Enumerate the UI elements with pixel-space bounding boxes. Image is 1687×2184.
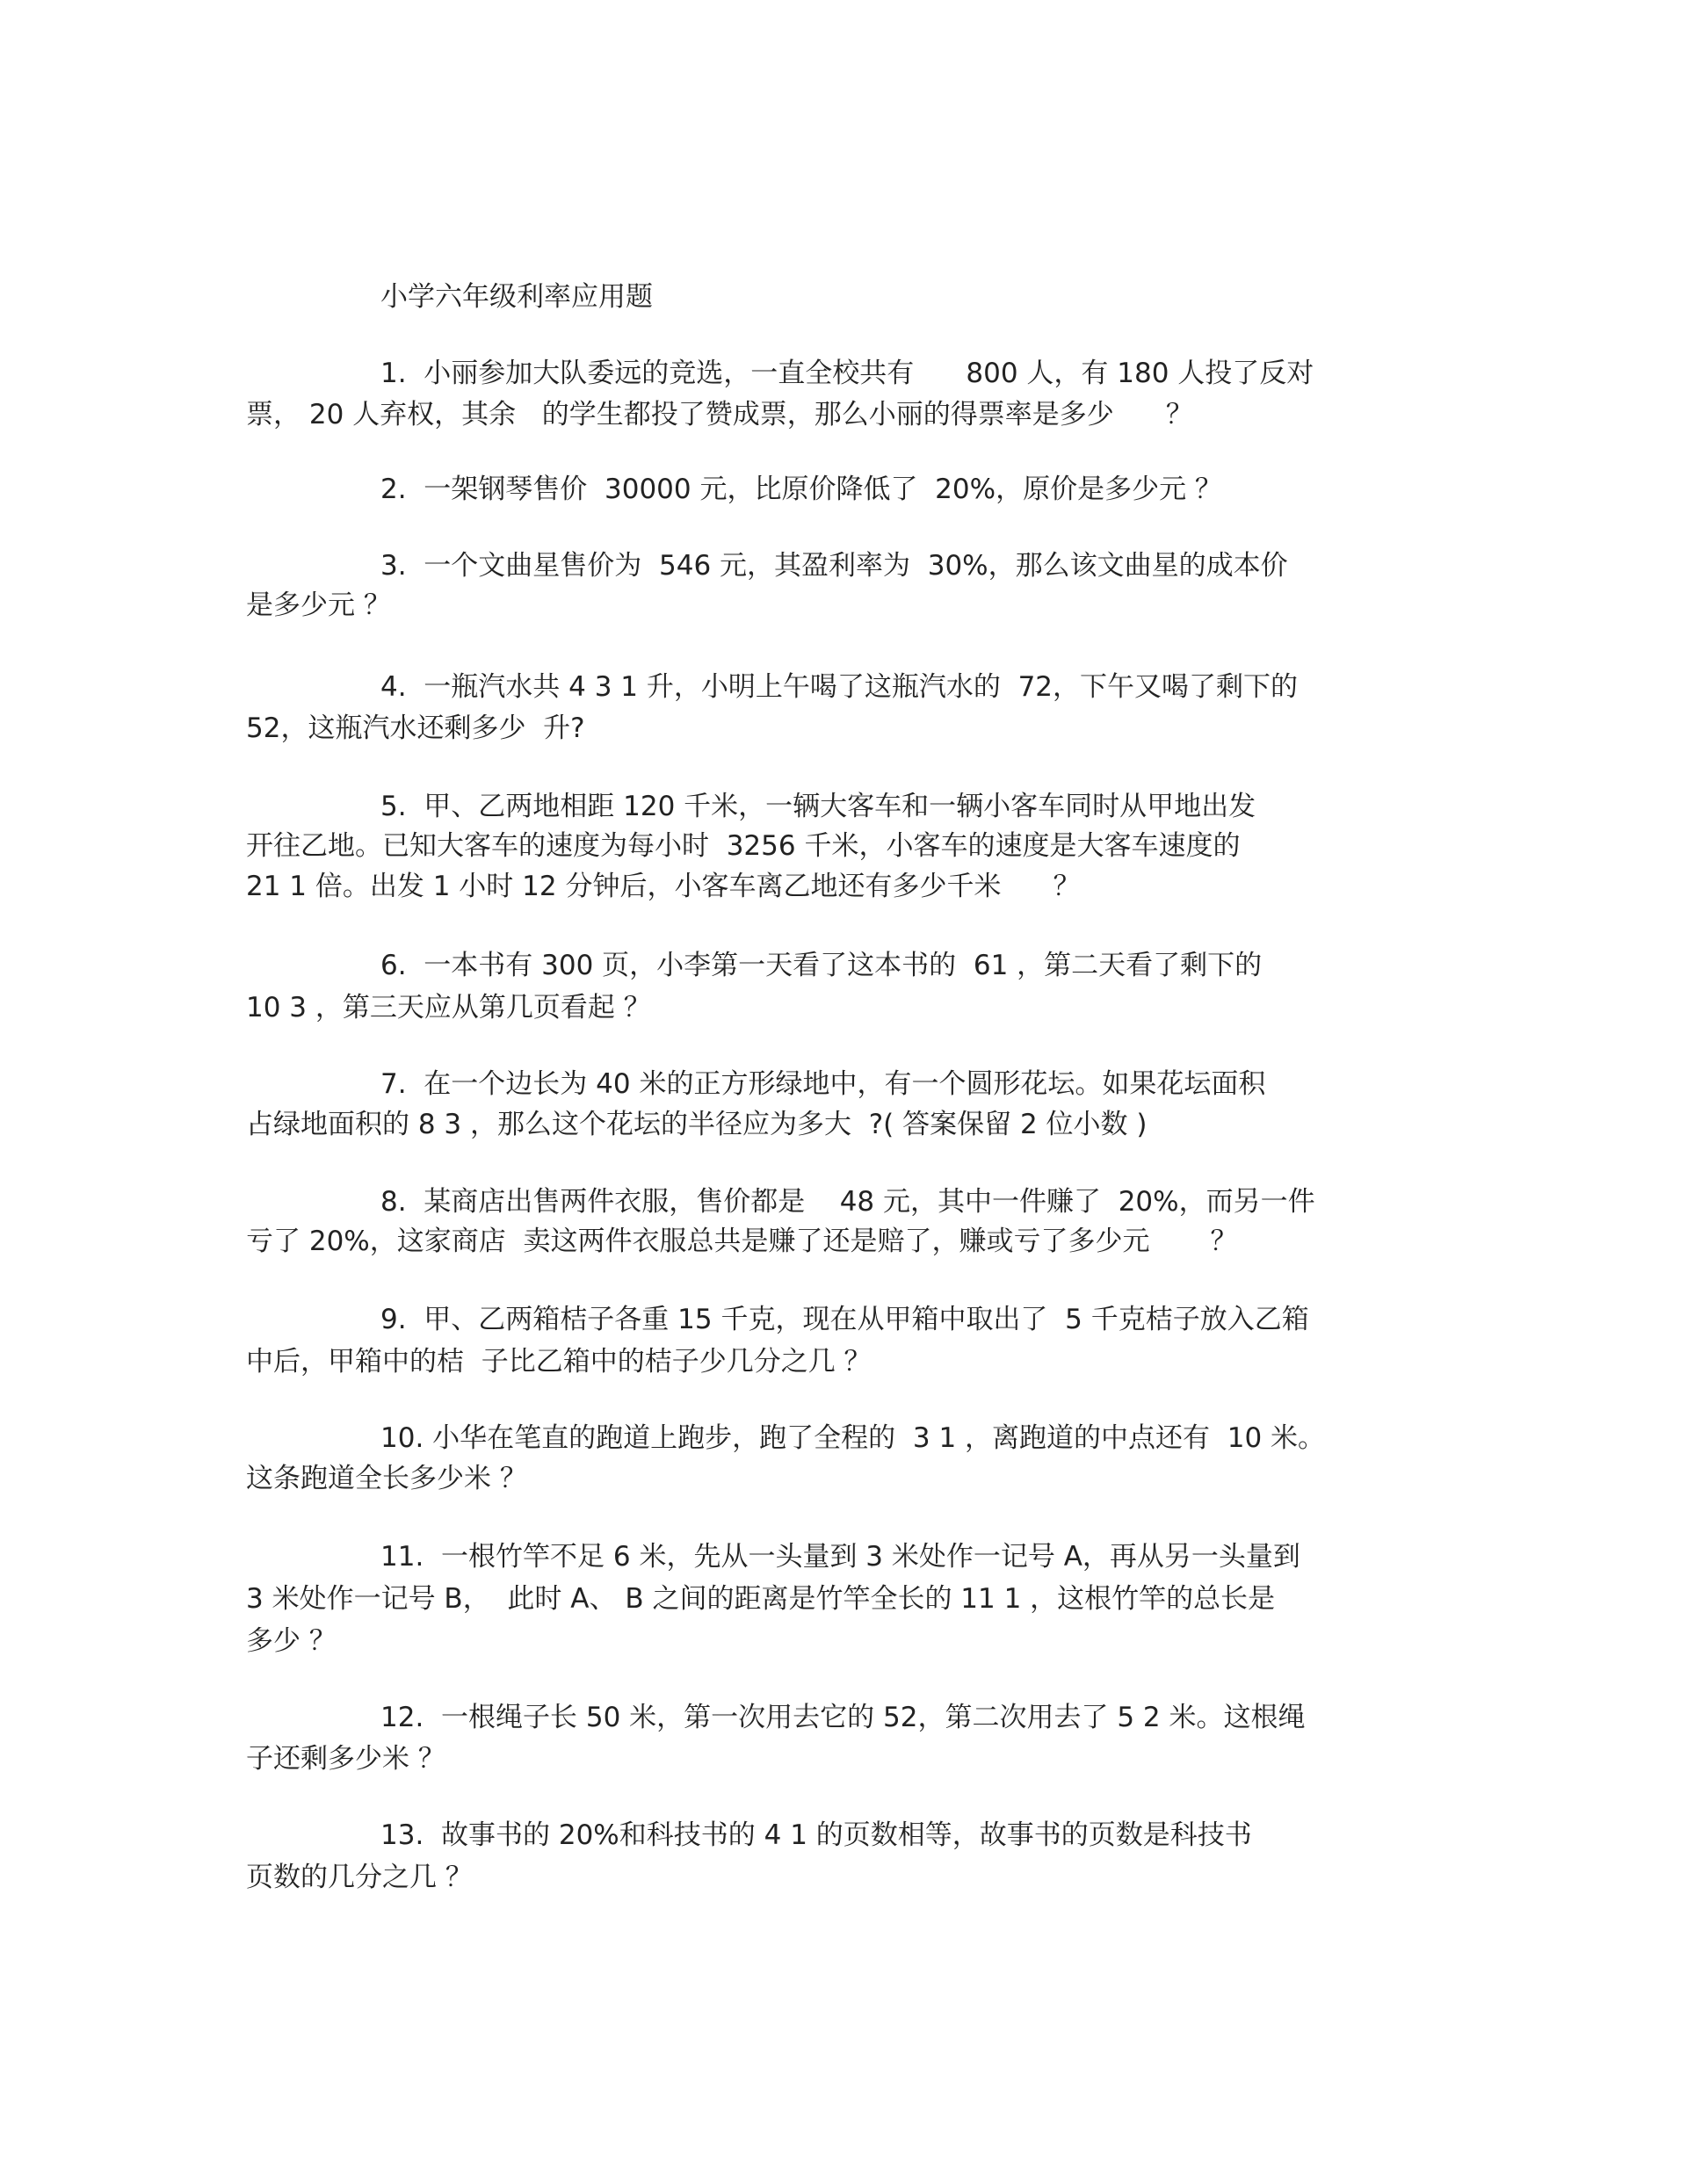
problem-line: 这条跑道全长多少米 ？ <box>246 1463 527 1494</box>
problem-line: 3. 一个文曲星售价为 546 元，其盈利率为 30%，那么该文曲星的成本价 <box>380 550 1288 582</box>
problem-line: 亏了 20%，这家商店 卖这两件衣服总共是赚了还是赔了，赚或亏了多少元 ？ <box>246 1226 1238 1257</box>
problem-line: 10. 小华在笔直的跑道上跑步，跑了全程的 3 1 ，离跑道的中点还有 10 米。 <box>380 1422 1326 1454</box>
problem-line: 票， 20 人弃权，其余 的学生都投了赞成票，那么小丽的得票率是多少 ？ <box>246 399 1193 430</box>
problem-line: 11. 一根竹竿不足 6 米，先从一头量到 3 米处作一记号 A，再从另一头量到 <box>380 1541 1300 1573</box>
problem-line: 2. 一架钢琴售价 30000 元，比原价降低了 20%，原价是多少元 ？ <box>380 474 1222 505</box>
problem-line: 多少 ？ <box>246 1625 337 1657</box>
problem-line: 子还剩多少米 ？ <box>246 1743 445 1775</box>
problem-line: 1. 小丽参加大队委远的竞选，一直全校共有 800 人，有 180 人投了反对 <box>380 358 1314 389</box>
problem-line: 5. 甲、乙两地相距 120 千米，一辆大客车和一辆小客车同时从甲地出发 <box>380 791 1256 822</box>
document-title: 小学六年级利率应用题 <box>380 281 653 313</box>
problem-line: 52，这瓶汽水还剩多少 升? <box>246 712 585 744</box>
problem-line: 3 米处作一记号 B， 此时 A、 B 之间的距离是竹竿全长的 11 1 ，这根竹竿的总长是 <box>246 1583 1276 1615</box>
problem-line: 9. 甲、乙两箱桔子各重 15 千克，现在从甲箱中取出了 5 千克桔子放入乙箱 <box>380 1304 1309 1335</box>
problem-line: 8. 某商店出售两件衣服，售价都是 48 元，其中一件赚了 20%，而另一件 <box>380 1186 1315 1218</box>
problem-line: 6. 一本书有 300 页，小李第一天看了这本书的 61 ，第二天看了剩下的 <box>380 950 1263 981</box>
problem-line: 中后，甲箱中的桔 子比乙箱中的桔子少几分之几 ？ <box>246 1346 872 1378</box>
problem-line: 10 3 ，第三天应从第几页看起 ？ <box>246 992 651 1023</box>
problem-line: 页数的几分之几 ？ <box>246 1862 473 1893</box>
problem-line: 21 1 倍。出发 1 小时 12 分钟后，小客车离乙地还有多少千米 ？ <box>246 871 1081 902</box>
problem-line: 开往乙地。已知大客车的速度为每小时 3256 千米，小客车的速度是大客车速度的 <box>246 830 1241 862</box>
problem-line: 占绿地面积的 8 3 ，那么这个花坛的半径应为多大 ?( 答案保留 2 位小数 ) <box>246 1109 1148 1140</box>
problem-line: 4. 一瓶汽水共 4 3 1 升，小明上午喝了这瓶汽水的 72，下午又喝了剩下的 <box>380 671 1299 703</box>
problem-line: 是多少元 ？ <box>246 589 391 621</box>
problem-line: 12. 一根绳子长 50 米，第一次用去它的 52，第二次用去了 5 2 米。这根绳 <box>380 1702 1306 1733</box>
problem-line: 7. 在一个边长为 40 米的正方形绿地中，有一个圆形花坛。如果花坛面积 <box>380 1068 1266 1100</box>
problem-line: 13. 故事书的 20%和科技书的 4 1 的页数相等，故事书的页数是科技书 <box>380 1819 1252 1851</box>
